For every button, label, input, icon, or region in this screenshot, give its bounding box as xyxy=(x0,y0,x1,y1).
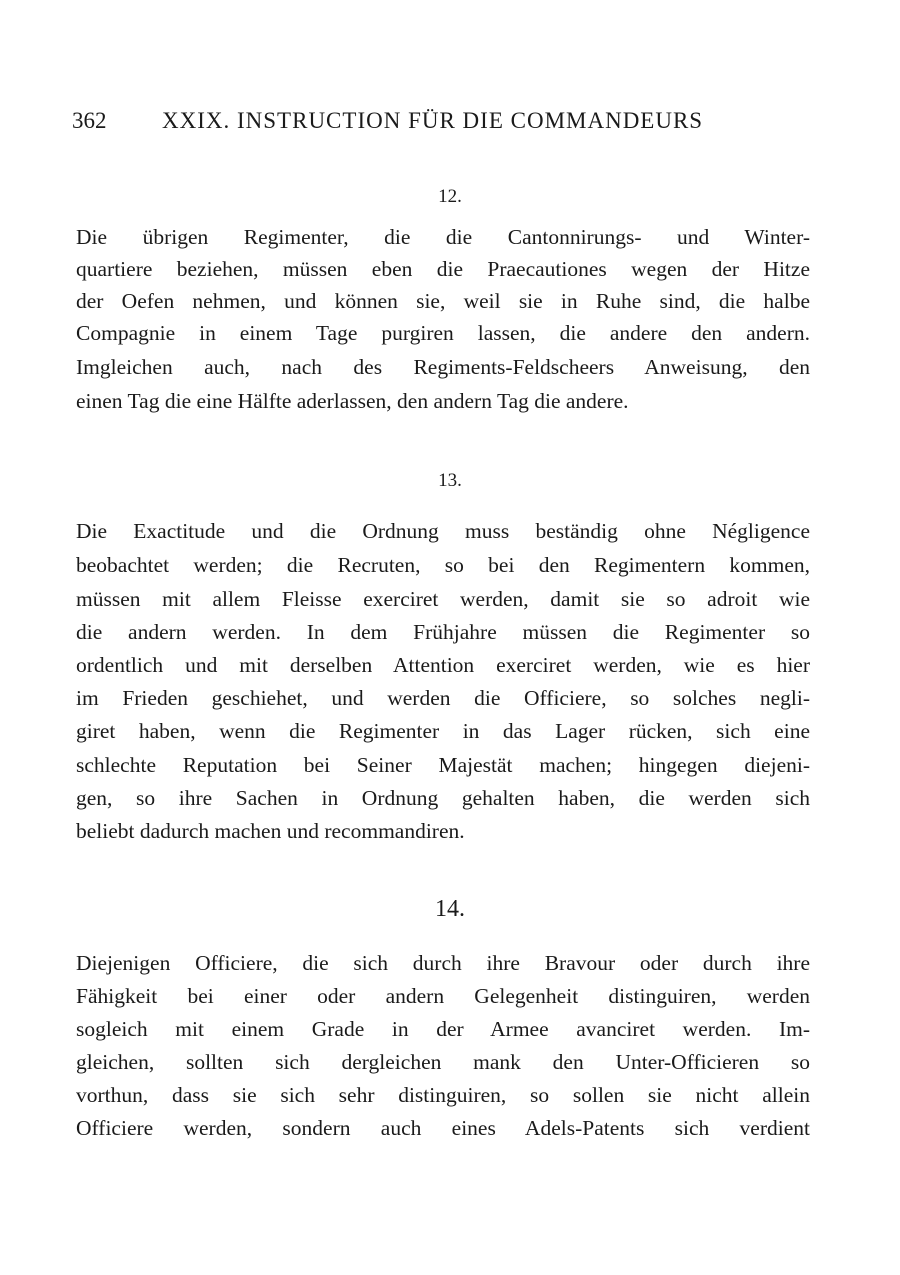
page-header xyxy=(72,108,832,140)
paragraph-line: quartiere beziehen, müssen eben die Praecautiones wegen der Hitze xyxy=(76,257,810,281)
paragraph-line: Officiere werden, sondern auch eines Adels-Patents sich verdient xyxy=(76,1116,810,1140)
section-number: 13. xyxy=(438,470,462,491)
paragraph-line: Compagnie in einem Tage purgiren lassen, die andere den andern. xyxy=(76,321,810,345)
paragraph-line: beobachtet werden; die Recruten, so bei den Regimentern kommen, xyxy=(76,553,810,577)
paragraph-line: Fähigkeit bei einer oder andern Gelegenheit distinguiren, werden xyxy=(76,984,810,1008)
section-number: 12. xyxy=(438,186,462,207)
paragraph-line: gen, so ihre Sachen in Ordnung gehalten haben, die werden sich xyxy=(76,786,810,810)
paragraph-line: schlechte Reputation bei Seiner Majestät machen; hingegen diejeni- xyxy=(76,753,810,777)
paragraph-line: vorthun, dass sie sich sehr distinguiren, so sollen sie nicht allein xyxy=(76,1083,810,1107)
paragraph-line: Die Exactitude und die Ordnung muss beständig ohne Négligence xyxy=(76,519,810,543)
paragraph-line: einen Tag die eine Hälfte aderlassen, den andern Tag die andere. xyxy=(76,389,629,413)
paragraph-line: ordentlich und mit derselben Attention exerciret werden, wie es hier xyxy=(76,653,810,677)
paragraph-line: sogleich mit einem Grade in der Armee avanciret werden. Im- xyxy=(76,1017,810,1041)
paragraph-line: Diejenigen Officiere, die sich durch ihre Bravour oder durch ihre xyxy=(76,951,810,975)
paragraph-line: beliebt dadurch machen und recommandiren. xyxy=(76,819,465,843)
paragraph-line: giret haben, wenn die Regimenter in das Lager rücken, sich eine xyxy=(76,719,810,743)
page-number: 362 xyxy=(72,108,107,133)
paragraph-line: der Oefen nehmen, und können sie, weil sie in Ruhe sind, die halbe xyxy=(76,289,810,313)
paragraph-line: müssen mit allem Fleisse exerciret werden, damit sie so adroit wie xyxy=(76,587,810,611)
paragraph-line: die andern werden. In dem Frühjahre müssen die Regimenter so xyxy=(76,620,810,644)
paragraph-line: Imgleichen auch, nach des Regiments-Feldscheers Anweisung, den xyxy=(76,355,810,379)
section-number: 14. xyxy=(435,896,465,922)
running-title: XXIX. INSTRUCTION FÜR DIE COMMANDEURS xyxy=(162,108,704,133)
paragraph-line: gleichen, sollten sich dergleichen mank den Unter-Officieren so xyxy=(76,1050,810,1074)
paragraph-line: Die übrigen Regimenter, die die Cantonnirungs- und Winter- xyxy=(76,225,810,249)
paragraph-line: im Frieden geschiehet, und werden die Officiere, so solches negli- xyxy=(76,686,810,710)
